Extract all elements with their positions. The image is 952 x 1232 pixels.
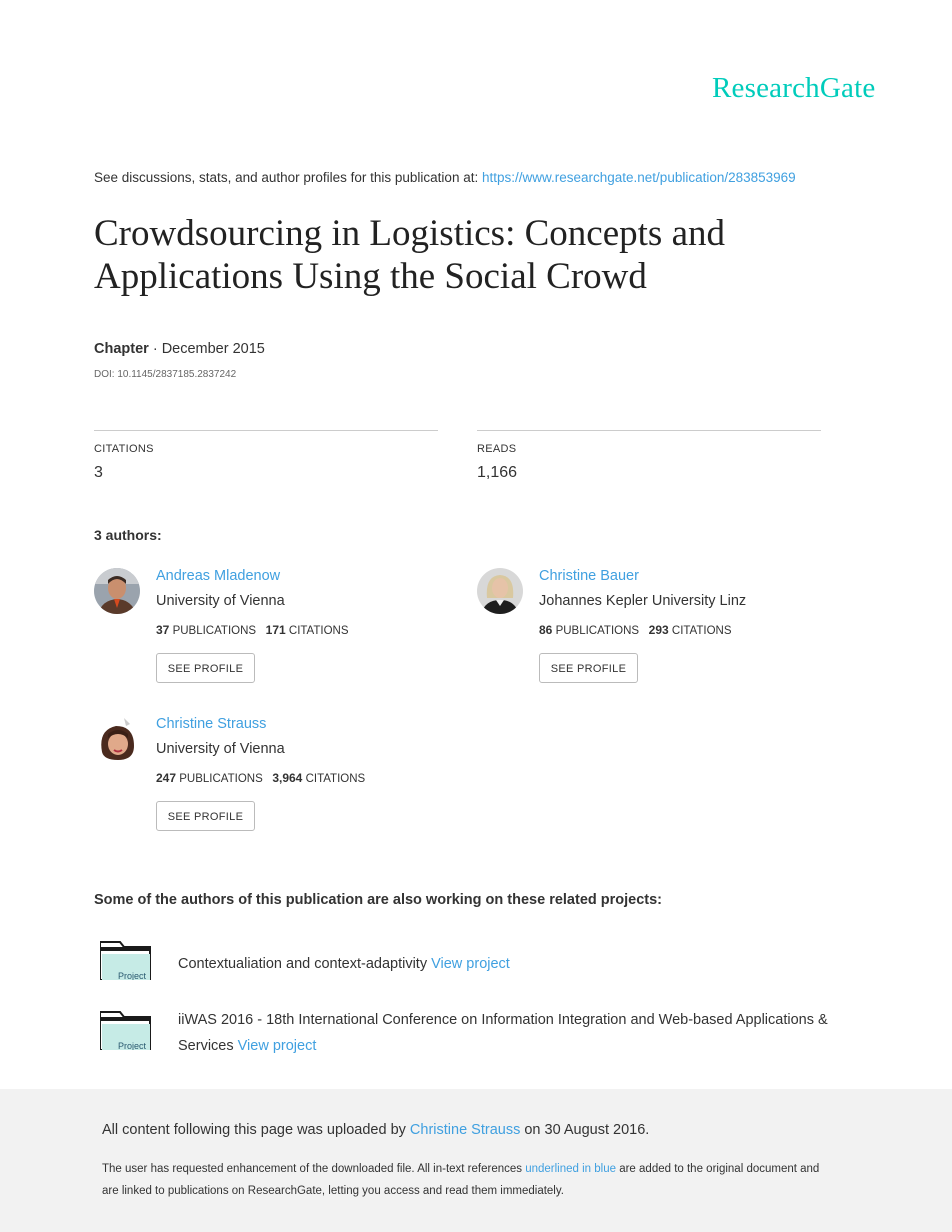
reads-count: 1,166 [477, 464, 518, 481]
avatar-photo-icon [477, 568, 523, 614]
project-item [178, 951, 838, 977]
see-profile-button[interactable]: SEE PROFILE [539, 653, 638, 683]
project-icon-label: Project [118, 1041, 147, 1050]
author-citations-count: 3,964 [272, 771, 303, 785]
see-profile-button[interactable]: SEE PROFILE [156, 653, 255, 683]
author-institution: Johannes Kepler University Linz [539, 593, 747, 609]
reads-label: READS [477, 443, 517, 455]
avatar[interactable] [477, 568, 523, 614]
author-citations-count: 171 [265, 623, 286, 637]
publication-date: December 2015 [161, 341, 265, 357]
meta-separator: · [148, 341, 162, 357]
avatar-photo-icon [94, 568, 140, 614]
publications-label: PUBLICATIONS [179, 773, 263, 785]
notice-prefix: The user has requested enhancement of the downloaded file. All in-text references [102, 1163, 526, 1175]
doi: DOI: 10.1145/2837185.2837242 [94, 369, 237, 380]
avatar-photo-icon [94, 716, 140, 762]
underlined-in-blue-link[interactable]: underlined in blue [525, 1163, 617, 1175]
see-profile-button[interactable]: SEE PROFILE [156, 801, 255, 831]
enhancement-notice [102, 1158, 832, 1202]
author-stats [156, 771, 365, 785]
researchgate-logo[interactable]: ResearchGate [712, 72, 876, 104]
notice-suffix: are added to the original document and are linked to publications on ResearchGate, letting you access and read them immediately. [102, 1163, 820, 1197]
project-icon-label: Project [118, 971, 147, 980]
project-item [178, 1007, 842, 1059]
reads-divider [477, 430, 821, 431]
author-stats [539, 623, 732, 637]
citations-count: 3 [94, 464, 103, 481]
author-name-link[interactable]: Andreas Mladenow [156, 568, 281, 584]
view-project-link[interactable]: View project [431, 956, 510, 972]
author-citations-label: CITATIONS [288, 625, 349, 637]
citations-divider [94, 430, 438, 431]
uploader-link[interactable]: Christine Strauss [409, 1122, 521, 1138]
related-projects-heading: Some of the authors of this publication are also working on these related projects: [94, 892, 663, 908]
author-stats [156, 623, 349, 637]
upload-info [102, 1122, 649, 1138]
see-discussions-text: See discussions, stats, and author profiles for this publication at: [94, 170, 482, 185]
publications-count: 86 [539, 623, 553, 637]
project-title: iiWAS 2016 - 18th International Conference on Information Integration and Web-based Applications & Services [178, 1012, 828, 1054]
upload-prefix: All content following this page was uploaded by [102, 1122, 410, 1138]
publications-count: 247 [156, 771, 177, 785]
author-institution: University of Vienna [156, 741, 285, 757]
project-title: Contextualiation and context-adaptivity [178, 956, 432, 972]
author-citations-label: CITATIONS [671, 625, 732, 637]
avatar[interactable] [94, 716, 140, 762]
author-name-link[interactable]: Christine Strauss [156, 716, 267, 732]
publication-url-link[interactable]: https://www.researchgate.net/publication/283853969 [481, 170, 796, 185]
author-name-link[interactable]: Christine Bauer [539, 568, 639, 584]
authors-heading: 3 authors: [94, 527, 162, 543]
publications-label: PUBLICATIONS [555, 625, 640, 637]
citations-label: CITATIONS [94, 443, 154, 455]
project-folder-icon [100, 1010, 152, 1050]
publications-label: PUBLICATIONS [172, 625, 257, 637]
upload-suffix: on 30 August 2016. [520, 1122, 650, 1138]
publication-type: Chapter [94, 341, 149, 357]
author-institution: University of Vienna [156, 593, 285, 609]
author-citations-count: 293 [648, 623, 669, 637]
project-folder-icon [100, 940, 152, 980]
publication-meta [94, 341, 265, 357]
page-title: Crowdsourcing in Logistics: Concepts and Applications Using the Social Crowd [94, 213, 725, 297]
author-citations-label: CITATIONS [305, 773, 366, 785]
publication-source-line [94, 170, 796, 185]
view-project-link[interactable]: View project [237, 1038, 317, 1054]
avatar[interactable] [94, 568, 140, 614]
publications-count: 37 [156, 623, 170, 637]
